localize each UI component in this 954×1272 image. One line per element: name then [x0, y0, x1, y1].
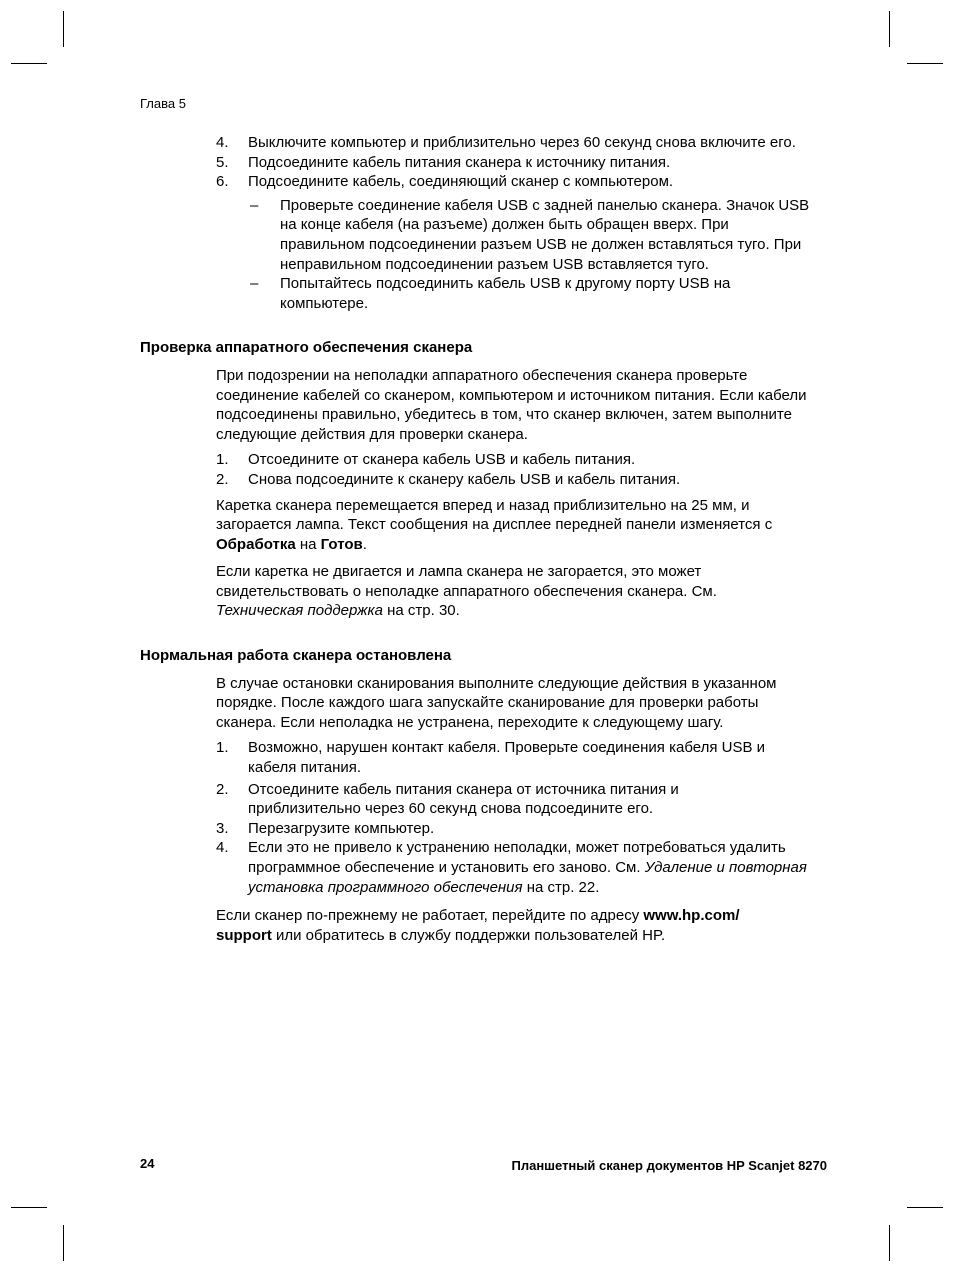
list-item: 2. Снова подсоедините к сканеру кабель USB и кабель питания. — [216, 470, 681, 488]
crop-mark — [63, 11, 64, 47]
crop-mark — [889, 11, 890, 47]
paragraph: Каретка сканера перемещается вперед и назад приблизительно на 25 мм, и загорается лампа. Текст сообщения на дисплее передней панели изменяется с Обработка на Готов. — [216, 496, 773, 553]
sub-list-item: – Проверьте соединение кабеля USB с задней панелью сканера. Значок USB на конце кабеля (на разъеме) должен быть обращен вверх. При правильном подсоединении разъем USB не должен вставляться туго. При неправильном подсоединении разъем USB вставляется туго. — [250, 196, 810, 273]
list-item: 2. Отсоедините кабель питания сканера от источника питания и приблизительно через 60 секунд снова подсоедините его. — [216, 780, 679, 818]
cross-reference: Техническая поддержка — [216, 602, 383, 620]
crop-mark — [889, 1225, 890, 1261]
footer-product-title: Планшетный сканер документов HP Scanjet 8270 — [511, 1158, 827, 1173]
crop-mark — [11, 63, 47, 64]
page-number: 24 — [140, 1156, 155, 1171]
support-link[interactable]: www.hp.com/ support — [216, 907, 740, 944]
cross-reference: Удаление и повторная установка программного обеспечения — [248, 859, 807, 896]
sub-list-item: – Попытайтесь подсоединить кабель USB к другому порту USB на компьютере. — [250, 275, 731, 312]
paragraph: Если сканер по-прежнему не работает, перейдите по адресу www.hp.com/ support или обратитесь в службу поддержки пользователей HP. — [216, 907, 740, 944]
list-item: 4. Выключите компьютер и приблизительно через 60 секунд снова включите его. — [216, 134, 796, 151]
list-item: 1. Отсоедините от сканера кабель USB и кабель питания. — [216, 451, 636, 469]
list-item: 4. Если это не привело к устранению неполадки, может потребоваться удалить программное обеспечение и установить его заново. См. Удаление и повторная установка программного обеспечения на стр. 22. — [216, 839, 807, 896]
crop-mark — [907, 1207, 943, 1208]
paragraph: При подозрении на неполадки аппаратного обеспечения сканера проверьте соединение кабелей со сканером, компьютером и источником питания. Если кабели подсоединены правильно, убедитесь в том, что сканер включен, затем выполните следующие действия для проверки сканера. — [216, 366, 807, 443]
list-item: 6. Подсоедините кабель, соединяющий сканер с компьютером. — [216, 173, 674, 191]
paragraph: В случае остановки сканирования выполните следующие действия в указанном порядке. После каждого шага запускайте сканирование для проверки работы сканера. Если неполадка не устранена, переходите к следующему шагу. — [216, 674, 777, 731]
crop-mark — [907, 63, 943, 64]
crop-mark — [63, 1225, 64, 1261]
page-content — [140, 133, 836, 945]
crop-mark — [11, 1207, 47, 1208]
chapter-label: Глава 5 — [140, 96, 186, 111]
list-item: 5. Подсоедините кабель питания сканера к источнику питания. — [216, 153, 671, 171]
paragraph: Если каретка не двигается и лампа сканера не загорается, это может свидетельствовать о неполадке аппаратного обеспечения сканера. См. Техническая поддержка на стр. 30. — [216, 563, 717, 620]
section-heading: Нормальная работа сканера остановлена — [140, 647, 452, 665]
list-item: 3. Перезагрузите компьютер. — [216, 819, 435, 837]
list-item: 1. Возможно, нарушен контакт кабеля. Проверьте соединения кабеля USB и кабеля питания. — [216, 739, 766, 777]
section-heading: Проверка аппаратного обеспечения сканера — [140, 339, 473, 357]
